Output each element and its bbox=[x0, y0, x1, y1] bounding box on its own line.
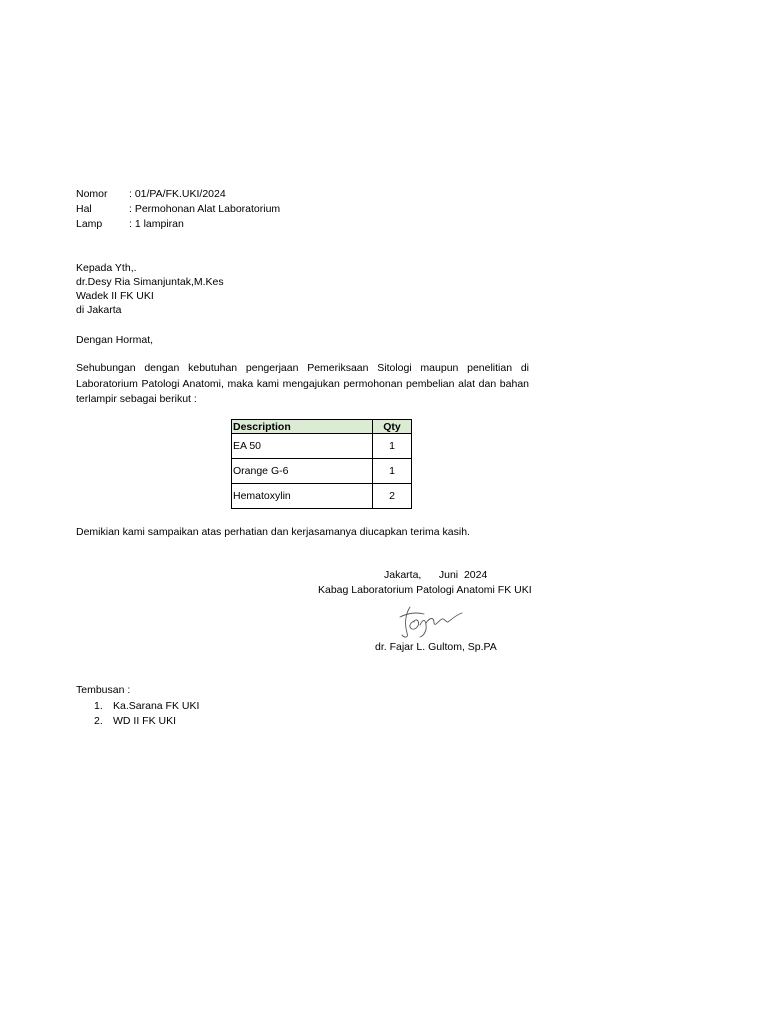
cc-item: Ka.Sarana FK UKI bbox=[113, 700, 200, 712]
recipient-line-1: Kepada Yth,. bbox=[76, 262, 137, 274]
header-qty: Qty bbox=[373, 420, 412, 434]
signatory-name: dr. Fajar L. Gultom, Sp.PA bbox=[375, 641, 497, 653]
signatory-title: Kabag Laboratorium Patologi Anatomi FK UKI bbox=[318, 584, 532, 596]
table-header-row bbox=[232, 420, 412, 434]
place-date: Jakarta, Juni 2024 bbox=[384, 569, 488, 581]
cc-number: 2. bbox=[94, 715, 103, 727]
recipient-line-3: Wadek II FK UKI bbox=[76, 290, 154, 302]
recipient-line-2: dr.Desy Ria Simanjuntak,M.Kes bbox=[76, 276, 224, 288]
table-row bbox=[232, 484, 412, 509]
cc-item: WD II FK UKI bbox=[113, 715, 176, 727]
greeting: Dengan Hormat, bbox=[76, 334, 154, 346]
hal-label: Hal bbox=[76, 203, 92, 215]
recipient-line-4: di Jakarta bbox=[76, 304, 122, 316]
row-description: Orange G-6 bbox=[232, 459, 373, 484]
row-qty: 1 bbox=[373, 434, 412, 459]
hal-value: : Permohonan Alat Laboratorium bbox=[129, 203, 281, 215]
row-qty: 1 bbox=[373, 459, 412, 484]
items-table bbox=[231, 419, 412, 509]
handwritten-signature bbox=[398, 603, 468, 641]
row-description: EA 50 bbox=[232, 434, 373, 459]
lamp-value: : 1 lampiran bbox=[129, 218, 184, 230]
row-qty: 2 bbox=[373, 484, 412, 509]
header-description: Description bbox=[232, 420, 373, 434]
table-row bbox=[232, 459, 412, 484]
table-row bbox=[232, 434, 412, 459]
nomor-value: : 01/PA/FK.UKI/2024 bbox=[129, 188, 226, 200]
cc-number: 1. bbox=[94, 700, 103, 712]
lamp-label: Lamp bbox=[76, 218, 103, 230]
cc-label: Tembusan : bbox=[76, 684, 131, 696]
row-description: Hematoxylin bbox=[232, 484, 373, 509]
body-paragraph: Sehubungan dengan kebutuhan pengerjaan Pemeriksaan Sitologi maupun penelitian di Laboratorium Patologi Anatomi, maka kami mengajukan permohonan pembelian alat dan bahan terlampir sebagai berikut : bbox=[76, 362, 529, 405]
closing-sentence: Demikian kami sampaikan atas perhatian dan kerjasamanya diucapkan terima kasih. bbox=[76, 526, 470, 538]
nomor-label: Nomor bbox=[76, 188, 108, 200]
